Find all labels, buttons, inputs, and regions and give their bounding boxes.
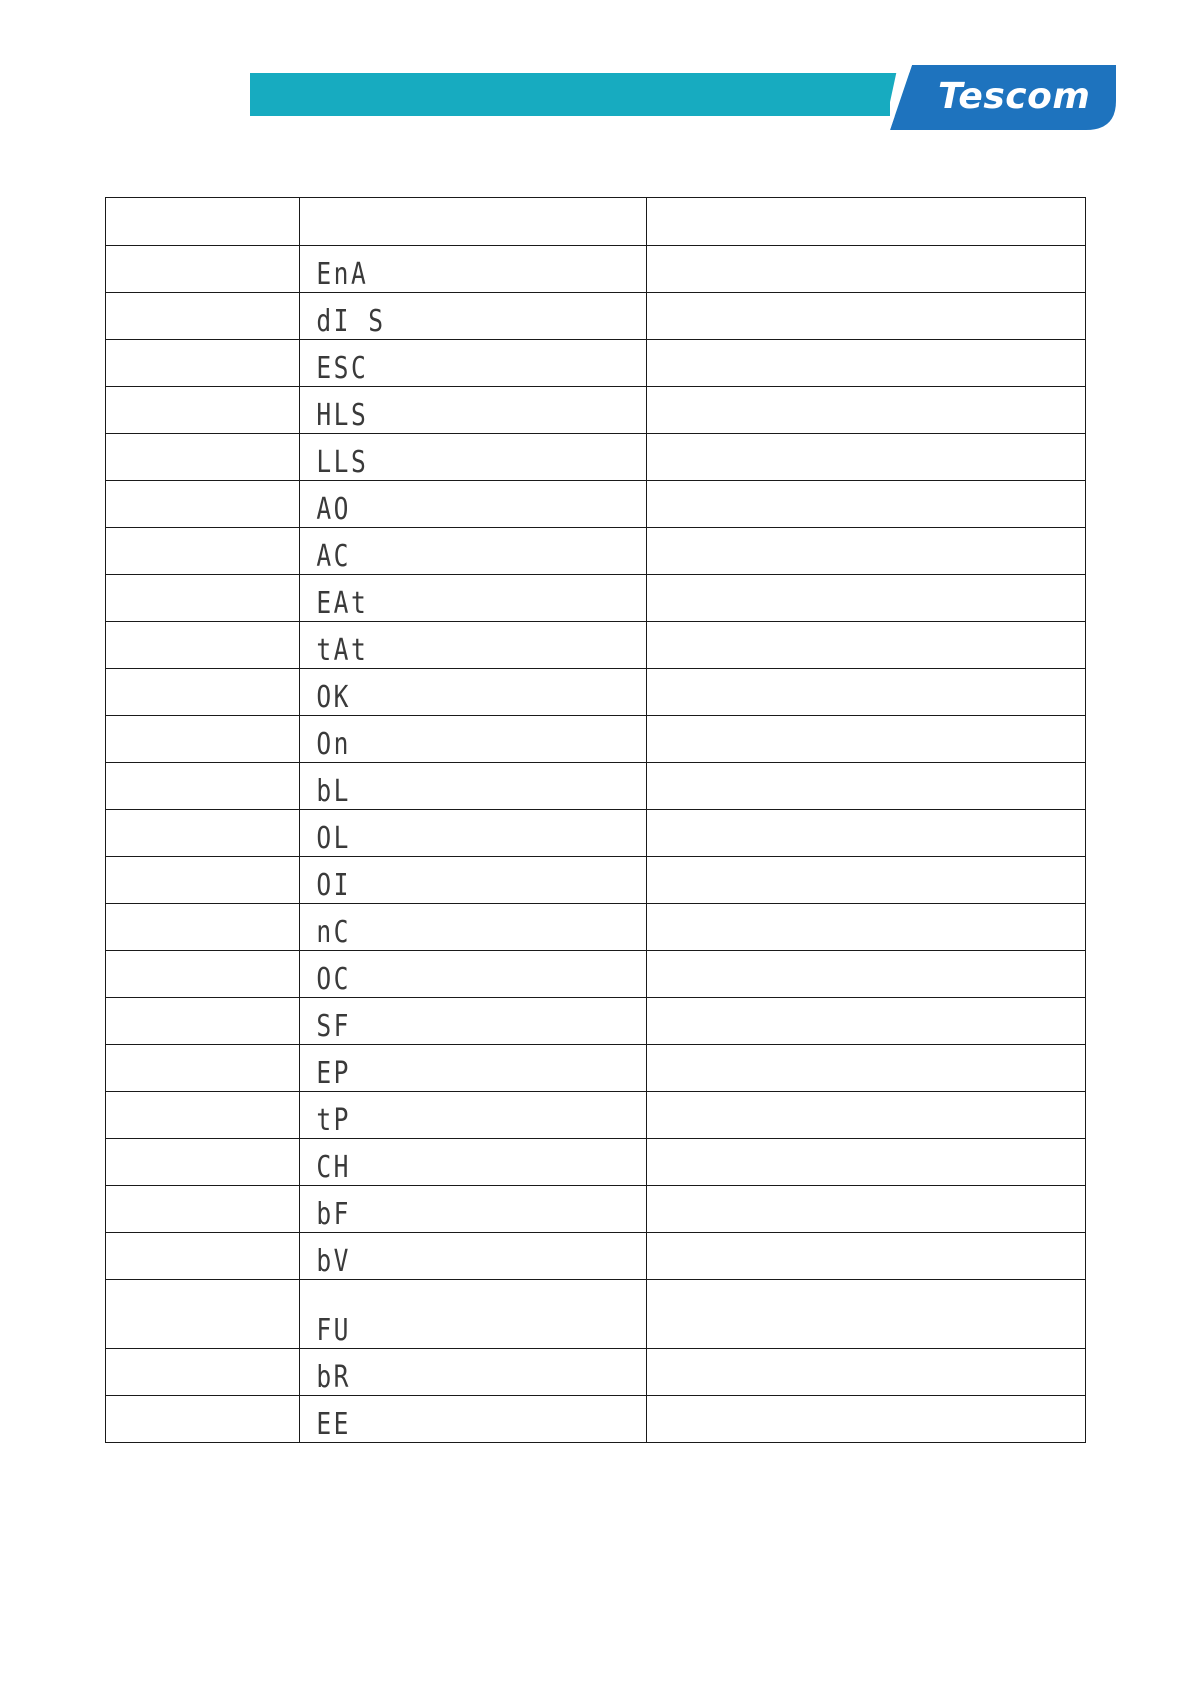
code-cell (300, 716, 647, 763)
lcd-code: On (316, 727, 351, 762)
row-label-cell (106, 998, 300, 1045)
lcd-code: AO (316, 492, 351, 527)
lcd-code: bF (316, 1197, 351, 1232)
code-cell (300, 904, 647, 951)
table-header-row (106, 198, 1086, 246)
description-cell (647, 857, 1086, 904)
description-cell (647, 669, 1086, 716)
code-cell (300, 763, 647, 810)
code-cell (300, 293, 647, 340)
row-label-cell (106, 1280, 300, 1349)
description-cell (647, 904, 1086, 951)
table-row (106, 1233, 1086, 1280)
lcd-code: CH (316, 1150, 351, 1185)
table-row (106, 1280, 1086, 1349)
lcd-code: EP (316, 1056, 351, 1091)
code-cell (300, 857, 647, 904)
header-bar (250, 73, 910, 116)
header-cell (647, 198, 1086, 246)
row-label-cell (106, 340, 300, 387)
table-row (106, 246, 1086, 293)
row-label-cell (106, 1139, 300, 1186)
status-code-table (105, 197, 1086, 1443)
description-cell (647, 434, 1086, 481)
lcd-code: EAt (316, 586, 369, 621)
description-cell (647, 1186, 1086, 1233)
row-label-cell (106, 622, 300, 669)
table-row (106, 575, 1086, 622)
code-cell (300, 434, 647, 481)
row-label-cell (106, 810, 300, 857)
row-label-cell (106, 1186, 300, 1233)
table-row (106, 1186, 1086, 1233)
row-label-cell (106, 387, 300, 434)
code-cell (300, 1139, 647, 1186)
table-row (106, 293, 1086, 340)
code-cell (300, 246, 647, 293)
code-cell (300, 622, 647, 669)
description-cell (647, 998, 1086, 1045)
lcd-code: nC (316, 915, 351, 950)
lcd-code: OL (316, 821, 351, 856)
row-label-cell (106, 669, 300, 716)
description-cell (647, 1092, 1086, 1139)
table-row (106, 763, 1086, 810)
description-cell (647, 622, 1086, 669)
table-row (106, 1045, 1086, 1092)
row-label-cell (106, 528, 300, 575)
lcd-code: OK (316, 680, 351, 715)
lcd-code: SF (316, 1009, 351, 1044)
description-cell (647, 716, 1086, 763)
table-row (106, 810, 1086, 857)
row-label-cell (106, 1045, 300, 1092)
row-label-cell (106, 434, 300, 481)
description-cell (647, 1280, 1086, 1349)
header-cell (300, 198, 647, 246)
description-cell (647, 340, 1086, 387)
description-cell (647, 387, 1086, 434)
table-row (106, 387, 1086, 434)
description-cell (647, 481, 1086, 528)
table-row (106, 716, 1086, 763)
row-label-cell (106, 1396, 300, 1443)
description-cell (647, 1139, 1086, 1186)
table-row (106, 622, 1086, 669)
code-cell (300, 1396, 647, 1443)
row-label-cell (106, 904, 300, 951)
table-row (106, 669, 1086, 716)
row-label-cell (106, 575, 300, 622)
code-cell (300, 575, 647, 622)
code-cell (300, 1186, 647, 1233)
lcd-code: EE (316, 1407, 351, 1442)
row-label-cell (106, 763, 300, 810)
description-cell (647, 810, 1086, 857)
table-row (106, 340, 1086, 387)
row-label-cell (106, 857, 300, 904)
lcd-code: EnA (316, 257, 369, 292)
code-cell (300, 1280, 647, 1349)
code-cell (300, 528, 647, 575)
lcd-code: bV (316, 1244, 351, 1279)
lcd-code: OC (316, 962, 351, 997)
lcd-code: tAt (316, 633, 369, 668)
row-label-cell (106, 481, 300, 528)
table-row (106, 1349, 1086, 1396)
code-cell (300, 1349, 647, 1396)
header-cell (106, 198, 300, 246)
row-label-cell (106, 716, 300, 763)
description-cell (647, 951, 1086, 998)
row-label-cell (106, 1233, 300, 1280)
description-cell (647, 1233, 1086, 1280)
table-row (106, 481, 1086, 528)
description-cell (647, 1349, 1086, 1396)
brand-name: Tescom (938, 76, 1091, 117)
code-cell (300, 810, 647, 857)
lcd-code: HLS (316, 398, 369, 433)
lcd-code: AC (316, 539, 351, 574)
table-row (106, 1139, 1086, 1186)
code-cell (300, 1233, 647, 1280)
lcd-code: bL (316, 774, 351, 809)
code-cell (300, 669, 647, 716)
row-label-cell (106, 246, 300, 293)
description-cell (647, 293, 1086, 340)
description-cell (647, 528, 1086, 575)
description-cell (647, 1396, 1086, 1443)
row-label-cell (106, 951, 300, 998)
description-cell (647, 763, 1086, 810)
lcd-code: dI S (316, 304, 386, 339)
code-cell (300, 998, 647, 1045)
table-row (106, 904, 1086, 951)
table-row (106, 998, 1086, 1045)
code-cell (300, 1045, 647, 1092)
row-label-cell (106, 293, 300, 340)
lcd-code: bR (316, 1360, 351, 1395)
lcd-code: OI (316, 868, 351, 903)
lcd-code: tP (316, 1103, 351, 1138)
brand-logo (890, 65, 1120, 130)
table-row (106, 434, 1086, 481)
code-cell (300, 387, 647, 434)
code-cell (300, 481, 647, 528)
lcd-code: ESC (316, 351, 369, 386)
description-cell (647, 575, 1086, 622)
table-row (106, 951, 1086, 998)
code-cell (300, 1092, 647, 1139)
lcd-code: FU (316, 1313, 351, 1348)
table-row (106, 528, 1086, 575)
table-row (106, 1396, 1086, 1443)
lcd-code: LLS (316, 445, 369, 480)
row-label-cell (106, 1349, 300, 1396)
description-cell (647, 246, 1086, 293)
table-row (106, 857, 1086, 904)
table-row (106, 1092, 1086, 1139)
description-cell (647, 1045, 1086, 1092)
code-cell (300, 340, 647, 387)
row-label-cell (106, 1092, 300, 1139)
code-cell (300, 951, 647, 998)
